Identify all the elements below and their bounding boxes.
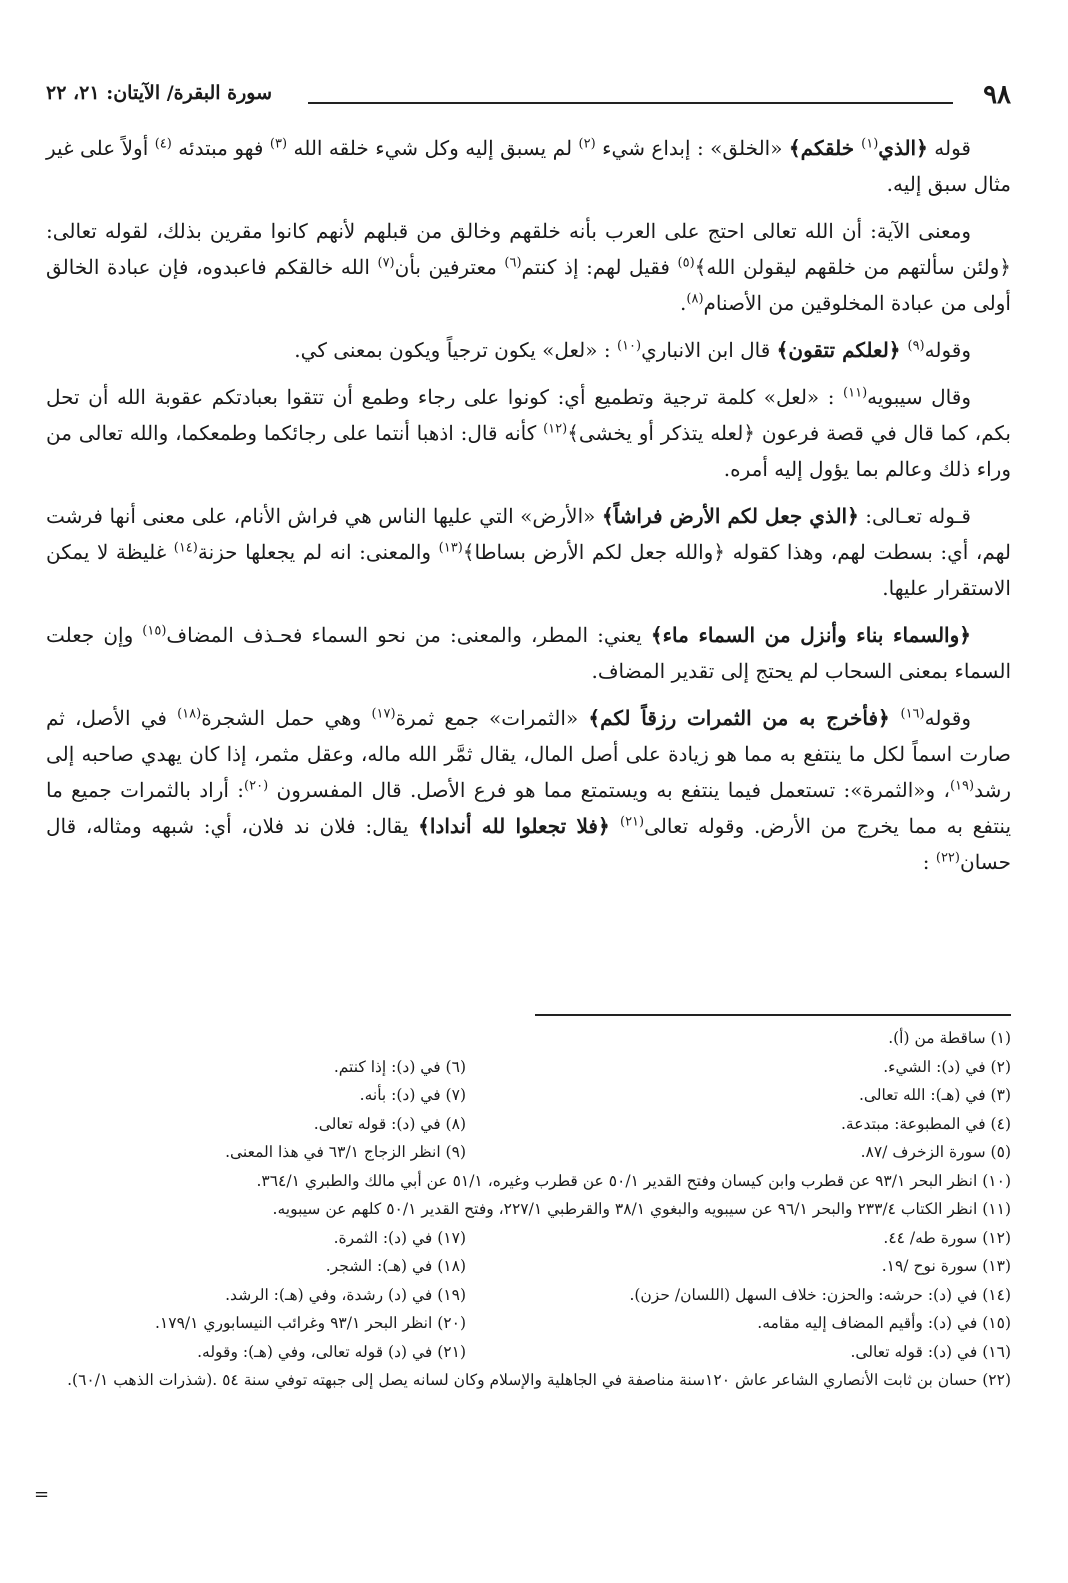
footnote-ref: (١) bbox=[861, 136, 879, 152]
footnote-17: (١٧) في (د): الثمرة. bbox=[333, 1228, 466, 1247]
footnote-5: (٥) سورة الزخرف /٨٧. bbox=[860, 1143, 1011, 1161]
footnote-ref: (٥) bbox=[677, 255, 695, 271]
text: قوله bbox=[927, 136, 971, 160]
text: . bbox=[680, 291, 687, 315]
footnote-15: (١٥) في (د): وأقيم المضاف إليه مقامه. bbox=[757, 1314, 1011, 1332]
quran-quote: ﴿لعلكم تتقون﴾ bbox=[776, 338, 908, 362]
text: وقال سيبويه bbox=[867, 385, 971, 409]
text: ومعنى الآية: أن الله تعالى احتج على العرب بأنه خلقهم وخالق من قبلهم لأنهم كانوا مقرين بذلك، لقوله تعالى: ﴿ولئن سألتهم من خلقهم ليقولن الله﴾ bbox=[46, 219, 1011, 279]
running-title: سورة البقرة/ الآيتان: ٢١، ٢٢ bbox=[46, 82, 272, 104]
footnote-ref: (١٨) bbox=[177, 706, 202, 722]
quran-quote: ﴿فلا تجعلوا لله أندادا﴾ bbox=[418, 814, 620, 838]
footnote-ref: (٢١) bbox=[620, 814, 645, 830]
paragraph-2 bbox=[46, 213, 1011, 321]
paragraph-4 bbox=[46, 379, 1011, 487]
header-rule bbox=[308, 102, 953, 104]
text: : أراد بالثمرات جميع ما ينتفع به مما يخرج من الأرض. وقوله تعالى bbox=[46, 778, 1012, 838]
paragraph-7 bbox=[46, 700, 1011, 880]
footnote-12: (١٢) سورة طه/ ٤٤. bbox=[883, 1228, 1011, 1247]
text: في الأصل، ثم صارت اسماً لكل ما ينتفع به مما هو زيادة على أصل المال، يقال ثمَّر الله ماله، وعقل مثمر، إذا كان يهدي صاحبه إلى رشد bbox=[46, 706, 1012, 802]
footnote-ref: (١١) bbox=[843, 385, 868, 401]
footnote-row bbox=[46, 1110, 1011, 1139]
text: قـوله تعـالى: bbox=[858, 504, 971, 528]
footnote-21: (٢١) في (د) قوله تعالى، وفي (هـ): وقوله. bbox=[197, 1342, 466, 1361]
footnote-19: (١٩) في (د) رشدة، وفي (هـ): الرشد. bbox=[225, 1285, 466, 1304]
footnote-ref: (١٥) bbox=[142, 623, 167, 639]
paragraph-6 bbox=[46, 617, 1011, 689]
footnote-20: (٢٠) انظر البحر ٩٣/١ وغرائب النيسابوري ١٧٩/١. bbox=[154, 1314, 466, 1332]
text: وإن جعلت السماء بمعنى السحاب لم يحتج إلى تقدير المضاف. bbox=[46, 623, 1011, 683]
footnote-ref: (٨) bbox=[686, 291, 704, 307]
quran-quote: ﴿والسماء بناء وأنزل من السماء ماء﴾ bbox=[650, 623, 971, 647]
footnote-ref: (١٦) bbox=[900, 706, 925, 722]
footnote-6: (٦) في (د): إذا كنتم. bbox=[333, 1057, 466, 1076]
footnote-ref: (٩) bbox=[907, 338, 925, 354]
footnote-row bbox=[46, 1138, 1011, 1167]
footnote-ref: (٤) bbox=[154, 136, 172, 152]
text: معترفين بأن bbox=[394, 255, 505, 279]
page-header bbox=[46, 80, 1011, 120]
footnote-1: (١) ساقطة من (أ). bbox=[888, 1029, 1011, 1047]
footnote-ref: (١٤) bbox=[173, 540, 198, 556]
text: الله خالقكم فاعبدوه، فإن عبادة الخالق أولى من عبادة المخلوقين من الأصنام bbox=[46, 255, 1011, 315]
main-text bbox=[46, 130, 1011, 891]
footnote-row bbox=[46, 1053, 1011, 1082]
quran-quote: ﴿الذي جعل لكم الأرض فراشاً﴾ bbox=[601, 504, 859, 528]
footnote-10: (١٠) انظر البحر ٩٣/١ عن قطرب وابن كيسان وفتح القدير ٥٠/١ عن قطرب وغيره، ٥١/١ عن أبي مالك والطبري ٣٦٤/١. bbox=[256, 1171, 1011, 1190]
text: : «لعل» كلمة ترجية وتطميع أي: كونوا على رجاء وطمع أن تتقوا بعبادتكم عقوبة الله أن تحل بكم، كما قال في قصة فرعون ﴿لعله يتذكر أو يخشى﴾ bbox=[46, 385, 1011, 445]
footnote-4: (٤) في المطبوعة: مبتدعة. bbox=[841, 1114, 1011, 1133]
paragraph-1 bbox=[46, 130, 1011, 202]
footnote-ref: (٧) bbox=[377, 255, 395, 271]
footnotes bbox=[46, 1024, 1011, 1395]
page-number: ٩٨ bbox=[983, 80, 1011, 110]
footnote-13: (١٣) سورة نوح /١٩. bbox=[881, 1257, 1011, 1275]
footnote-16: (١٦) في (د): قوله تعالى. bbox=[850, 1342, 1011, 1361]
footnote-22: (٢٢) حسان بن ثابت الأنصاري الشاعر عاش ١٢٠سنة مناصفة في الجاهلية والإسلام وكان لسانه يصل إلى جبهته توفي سنة ٥٤ .(شذرات الذهب ٦٠/١). bbox=[67, 1371, 1011, 1389]
footnote-11: (١١) انظر الكتاب ٢٣٣/٤ والبحر ٩٦/١ عن سيبويه والبغوي ٣٨/١ والقرطبي ٢٢٧/١، وفتح القدير ٥٠/١ كلهم عن سيبويه. bbox=[272, 1200, 1011, 1218]
text: يقال: فلان ند فلان، أي: شبهه ومثاله، قال حسان bbox=[46, 814, 1011, 874]
footnote-row bbox=[46, 1252, 1011, 1281]
footnote-empty bbox=[46, 1024, 466, 1053]
text: فقيل لهم: إذ كنتم bbox=[521, 255, 678, 279]
footnote-ref: (٢٢) bbox=[935, 850, 960, 866]
text: «الخلق» : إبداع شيء bbox=[595, 136, 789, 160]
text: وهي حمل الشجرة bbox=[201, 706, 372, 730]
text: لم يسبق إليه وكل شيء خلقه الله bbox=[287, 136, 579, 160]
text: قال ابن الانباري bbox=[641, 338, 777, 362]
footnote-14: (١٤) في (د): حرشه: والحزن: خلاف السهل (اللسان/ حزن). bbox=[629, 1285, 1011, 1304]
text: وقوله bbox=[924, 338, 971, 362]
text: ، و«الثمرة»: تستعمل فيما ينتفع به ويستمتع مما هو فرع الأصل. قال المفسرون bbox=[268, 778, 950, 802]
text: كأنه قال: اذهبا أنتما على رجائكما وطمعكما، والله تعالى من وراء ذلك وعالم بما يؤول إليه أمره. bbox=[46, 421, 1011, 481]
footnote-2: (٢) في (د): الشيء. bbox=[883, 1057, 1011, 1076]
text: والمعنى: انه لم يجعلها حزنة bbox=[197, 540, 439, 564]
footnote-9: (٩) انظر الزجاج ٦٣/١ في هذا المعنى. bbox=[225, 1143, 466, 1161]
text: «الثمرات» جمع ثمرة bbox=[395, 706, 589, 730]
footnote-row bbox=[46, 1309, 1011, 1338]
footnote-ref: (٢) bbox=[578, 136, 596, 152]
footnote-row bbox=[46, 1281, 1011, 1310]
text: أولاً على غير مثال سبق إليه. bbox=[46, 136, 1011, 196]
footnote-ref: (١٣) bbox=[438, 540, 463, 556]
footnote-row bbox=[46, 1024, 1011, 1053]
footnote-ref: (١٩) bbox=[949, 778, 975, 794]
footnote-separator bbox=[535, 1014, 1011, 1016]
footnote-3: (٣) في (هـ): الله تعالى. bbox=[858, 1086, 1011, 1104]
paragraph-5 bbox=[46, 498, 1011, 606]
footnote-ref: (٦) bbox=[504, 255, 522, 271]
footnote-8: (٨) في (د): قوله تعالى. bbox=[313, 1114, 466, 1133]
text: : bbox=[922, 850, 936, 874]
paragraph-3 bbox=[46, 332, 1011, 368]
quran-quote: ﴿الذي bbox=[878, 136, 928, 160]
footnote-row bbox=[46, 1338, 1011, 1367]
footnote-ref: (١٠) bbox=[616, 338, 642, 354]
footnote-row bbox=[46, 1224, 1011, 1253]
footnote-ref: (٣) bbox=[269, 136, 288, 152]
quran-quote: خلقكم﴾ bbox=[788, 136, 862, 160]
footnote-ref: (١٢) bbox=[543, 421, 568, 437]
quran-quote: ﴿فأخرج به من الثمرات رزقاً لكم﴾ bbox=[588, 706, 901, 730]
text: وقوله bbox=[924, 706, 971, 730]
footnote-row bbox=[46, 1081, 1011, 1110]
text: «الأرض» التي عليها الناس هي فراش الأنام، على معنى أنها فرشت لهم، أي: بسطت لهم، وهذا كقوله ﴿والله جعل لكم الأرض بساطا﴾ bbox=[46, 504, 1011, 564]
text: فهو مبتدئه bbox=[171, 136, 270, 160]
text: : «لعل» يكون ترجياً ويكون بمعنى كي. bbox=[294, 338, 617, 362]
text: يعني: المطر، والمعنى: من نحو السماء فحـذف المضاف bbox=[166, 623, 651, 647]
footnote-7: (٧) في (د): بأنه. bbox=[359, 1086, 466, 1104]
footnote-ref: (٢٠) bbox=[244, 778, 269, 794]
footnote-ref: (١٧) bbox=[371, 706, 396, 722]
margin-mark: = bbox=[34, 1484, 50, 1505]
footnote-18: (١٨) في (هـ): الشجر. bbox=[325, 1257, 466, 1275]
text: غليظة لا يمكن الاستقرار عليها. bbox=[46, 540, 1011, 600]
